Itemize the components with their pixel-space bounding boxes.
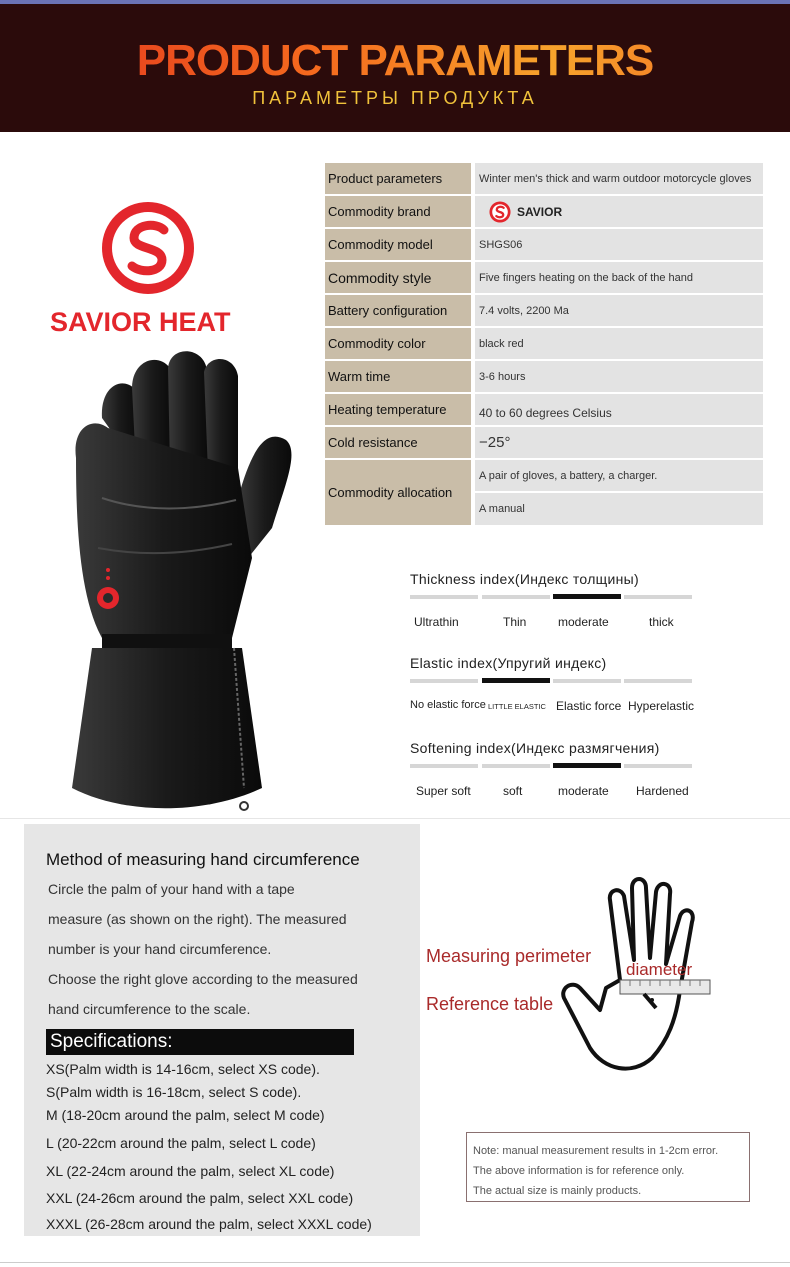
scale-segment-selected [553,763,621,768]
scale-label: moderate [558,615,609,629]
param-value: Winter men's thick and warm outdoor motorcycle gloves [475,163,763,194]
scale-segment [553,679,621,683]
scale-segment [624,679,692,683]
param-row [325,295,763,326]
savior-logo-icon [100,200,196,296]
scale-label: soft [503,784,523,798]
index-title: Thickness index(Индекс толщины) [410,571,639,587]
index-title: Elastic index(Упругий индекс) [410,655,607,671]
softening-index [410,740,710,798]
param-row [325,229,763,260]
page-title: PRODUCT PARAMETERS [0,36,790,86]
measurement-note [466,1132,750,1202]
param-key: Heating temperature [325,394,471,425]
savior-mini-logo-icon [489,201,511,223]
param-row [325,163,763,194]
label-measuring-perimeter: Measuring perimeter [426,946,592,966]
scale-segment-selected [553,594,621,599]
label-diameter: diameter [626,960,693,979]
spec-line: L (20-22cm around the palm, select L code) [46,1135,316,1151]
bottom-divider [0,1262,790,1263]
scale-segment [624,764,692,768]
spec-heading: Specifications: [46,1029,354,1055]
spec-line: XXXL (26-28cm around the palm, select XXXL code) [46,1216,372,1232]
spec-line: S(Palm width is 16-18cm, select S code). [46,1084,302,1100]
param-value-brand [475,196,763,227]
brand-mini-text: SAVIOR [517,204,563,219]
scale-label: Hyperelastic [628,699,695,713]
measuring-line: number is your hand circumference. [48,941,272,957]
param-row [325,196,763,227]
param-row [325,427,763,458]
param-row [325,394,763,425]
param-key: Commodity brand [325,196,471,227]
param-key: Commodity style [325,262,471,293]
scale-label: Ultrathin [414,615,459,629]
note-line: Note: manual measurement results in 1-2cm error. [473,1145,719,1157]
param-value: SHGS06 [475,229,763,260]
scale-label: Elastic force [556,699,622,713]
param-value: black red [475,328,763,359]
param-key: Cold resistance [325,427,471,458]
note-line: The above information is for reference only. [473,1165,685,1177]
param-value: A pair of gloves, a battery, a charger. [475,460,763,491]
param-key: Commodity allocation [325,460,471,525]
param-key: Product parameters [325,163,471,194]
scale-segment [482,764,550,768]
param-key: Commodity color [325,328,471,359]
param-value: 7.4 volts, 2200 Ma [475,295,763,326]
param-value: 40 to 60 degrees Celsius [475,394,763,425]
index-title: Softening index(Индекс размягчения) [410,740,660,756]
section-divider [0,818,790,819]
param-key: Commodity model [325,229,471,260]
measuring-line: hand circumference to the scale. [48,1001,251,1017]
glove-image [62,348,302,818]
param-value: 3-6 hours [475,361,763,392]
scale-label: Thin [503,615,527,629]
param-row [325,262,763,293]
param-row [325,361,763,392]
measuring-title: Method of measuring hand circumference [46,850,360,869]
param-value: Five fingers heating on the back of the hand [475,262,763,293]
scale-label: Hardened [636,784,689,798]
measuring-line: measure (as shown on the right). The measured [48,911,347,927]
index-scale [410,679,694,684]
measuring-panel [24,824,420,1236]
spec-line: M (18-20cm around the palm, select M code) [46,1107,325,1123]
scale-segment [624,595,692,599]
measuring-line: Circle the palm of your hand with a tape [48,881,295,897]
param-key: Battery configuration [325,295,471,326]
scale-segment-selected [482,678,550,683]
scale-label: thick [649,615,674,629]
elastic-index [410,655,710,713]
param-value: −25° [475,427,763,458]
measuring-line: Choose the right glove according to the measured [48,971,358,987]
label-reference-table: Reference table [426,994,554,1014]
scale-segment [410,764,478,768]
scale-label: Super soft [416,784,471,798]
page-subtitle: ПАРАМЕТРЫ ПРОДУКТА [252,88,538,108]
scale-label: LITTLE ELASTIC [488,702,546,711]
param-row [325,460,763,525]
scale-segment [410,595,478,599]
spec-line: XS(Palm width is 14-16cm, select XS code). [46,1061,320,1077]
scale-label: No elastic force [410,699,486,711]
index-scale [410,764,694,769]
param-row [325,328,763,359]
thickness-index [410,571,710,629]
index-scale [410,595,694,600]
param-key: Warm time [325,361,471,392]
spec-line: XL (22-24cm around the palm, select XL code) [46,1163,335,1179]
spec-line: XXL (24-26cm around the palm, select XXL code) [46,1190,354,1206]
page-header [0,4,790,132]
note-line: The actual size is mainly products. [473,1185,642,1197]
param-value: A manual [475,493,763,525]
scale-segment [482,595,550,599]
scale-label: moderate [558,784,609,798]
brand-name: SAVIOR HEAT [50,307,231,337]
scale-segment [410,679,478,683]
